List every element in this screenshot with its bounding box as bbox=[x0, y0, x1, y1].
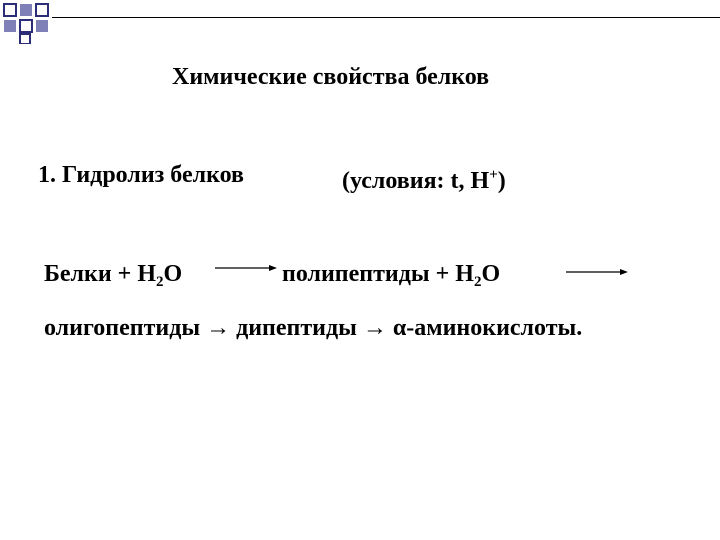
conditions-suffix: ) bbox=[497, 168, 506, 194]
reactants-subscript: 2 bbox=[155, 274, 164, 290]
corner-squares-decoration bbox=[0, 0, 60, 44]
reaction-conditions bbox=[342, 161, 506, 195]
conditions-superscript: + bbox=[489, 167, 498, 183]
section-heading: 1. Гидролиз белков bbox=[38, 162, 244, 188]
products-suffix: O bbox=[481, 261, 501, 287]
reaction-arrow-icon bbox=[566, 267, 628, 277]
equation-reactants bbox=[44, 260, 182, 296]
products-subscript: 2 bbox=[473, 274, 482, 290]
products-prefix: полипептиды + H bbox=[282, 261, 474, 287]
reactants-prefix: Белки + H bbox=[44, 261, 156, 287]
slide-title: Химические свойства белков bbox=[172, 64, 490, 90]
conditions-prefix: (условия: t, H bbox=[342, 168, 490, 194]
equation-products bbox=[282, 260, 500, 296]
header-divider bbox=[52, 17, 720, 18]
hydrolysis-chain: олигопептиды → дипептиды → α-аминокислоты. bbox=[44, 315, 583, 341]
reactants-suffix: O bbox=[163, 261, 183, 287]
reaction-arrow-icon bbox=[215, 263, 277, 273]
